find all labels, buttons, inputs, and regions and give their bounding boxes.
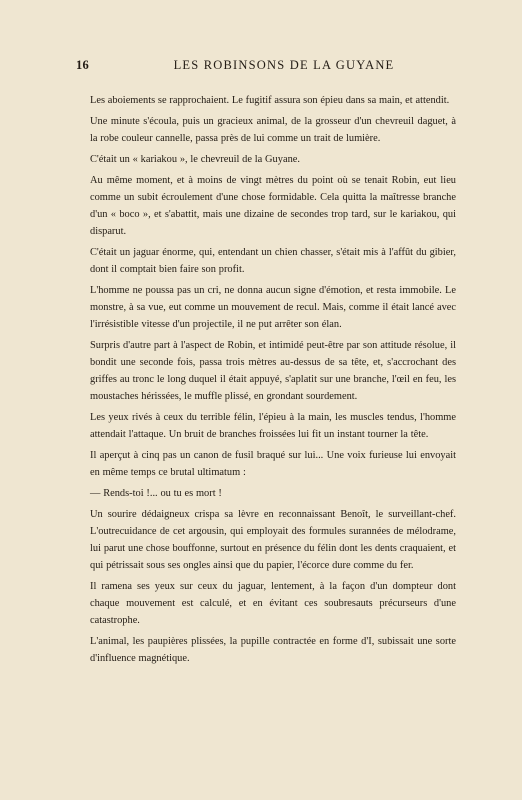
paragraph: Il ramena ses yeux sur ceux du jaguar, lentement, à la façon d'un dompteur dont chaque mouvement est calculé, et en évitant ces soubresauts précurseurs d'une catastrophe. <box>90 581 456 626</box>
paragraph: — Rends-toi !... ou tu es mort ! <box>90 488 222 499</box>
paragraph: Un sourire dédaigneux crispa sa lèvre en reconnaissant Benoît, le surveillant-chef. L'outrecuidance de cet argousin, qui employait des formules surannées de mélodrame, lui parut une chose bouffonne, surtout en présence du félin dont les dents craquaient, et qui pétrissait sous ses ongles ainsi que du papier, l'écorce dure comme du fer. <box>90 509 456 571</box>
paragraph: Il aperçut à cinq pas un canon de fusil braqué sur lui... Une voix furieuse lui envoyait en même temps ce brutal ultimatum : <box>90 450 456 478</box>
page-header <box>76 58 462 78</box>
paragraph: C'était un jaguar énorme, qui, entendant un chien chasser, s'était mis à l'affût du gibier, dont il comptait bien faire son profit. <box>90 247 456 275</box>
paragraph: C'était un « kariakou », le chevreuil de la Guyane. <box>90 154 300 165</box>
paragraph: Au même moment, et à moins de vingt mètres du point où se tenait Robin, eut lieu comme un subit écroulement d'une chose formidable. Cela quitta la maîtresse branche d'un « boco », et s'abattit, mais une dizaine de secondes trop tard, sur le kariakou, qui disparut. <box>90 175 456 237</box>
paragraph: Les aboiements se rapprochaient. Le fugitif assura son épieu dans sa main, et attendit. <box>90 95 450 106</box>
paragraph: L'animal, les paupières plissées, la pupille contractée en forme d'I, subissait une sorte d'influence magnétique. <box>90 636 456 664</box>
paragraph: Surpris d'autre part à l'aspect de Robin, et intimidé peut-être par son attitude résolue, il bondit une seconde fois, passa trois mètres au-dessus de sa tête, et, s'accrochant des griffes au tronc le long duquel il était appuyé, s'aplatit sur une branche, l'œil en feu, les moustaches hérissées, le muffle plissé, en grondant sourdement. <box>90 340 456 402</box>
page-number: 16 <box>76 58 89 72</box>
running-title: LES ROBINSONS DE LA GUYANE <box>173 58 395 72</box>
body-text <box>90 92 456 667</box>
paragraph: Les yeux rivés à ceux du terrible félin, l'épieu à la main, les muscles tendus, l'homme attendait l'attaque. Un bruit de branches froissées lui fit un instant tourner la tête. <box>90 412 456 440</box>
paragraph: Une minute s'écoula, puis un gracieux animal, de la grosseur d'un chevreuil daguet, à la robe couleur cannelle, passa près de lui comme un trait de lumière. <box>90 116 456 144</box>
paragraph: L'homme ne poussa pas un cri, ne donna aucun signe d'émotion, et resta immobile. Le monstre, à sa vue, eut comme un mouvement de recul. Mais, comme il était lancé avec l'irrésistible vitesse d'un projectile, il ne put arrêter son élan. <box>90 285 456 330</box>
